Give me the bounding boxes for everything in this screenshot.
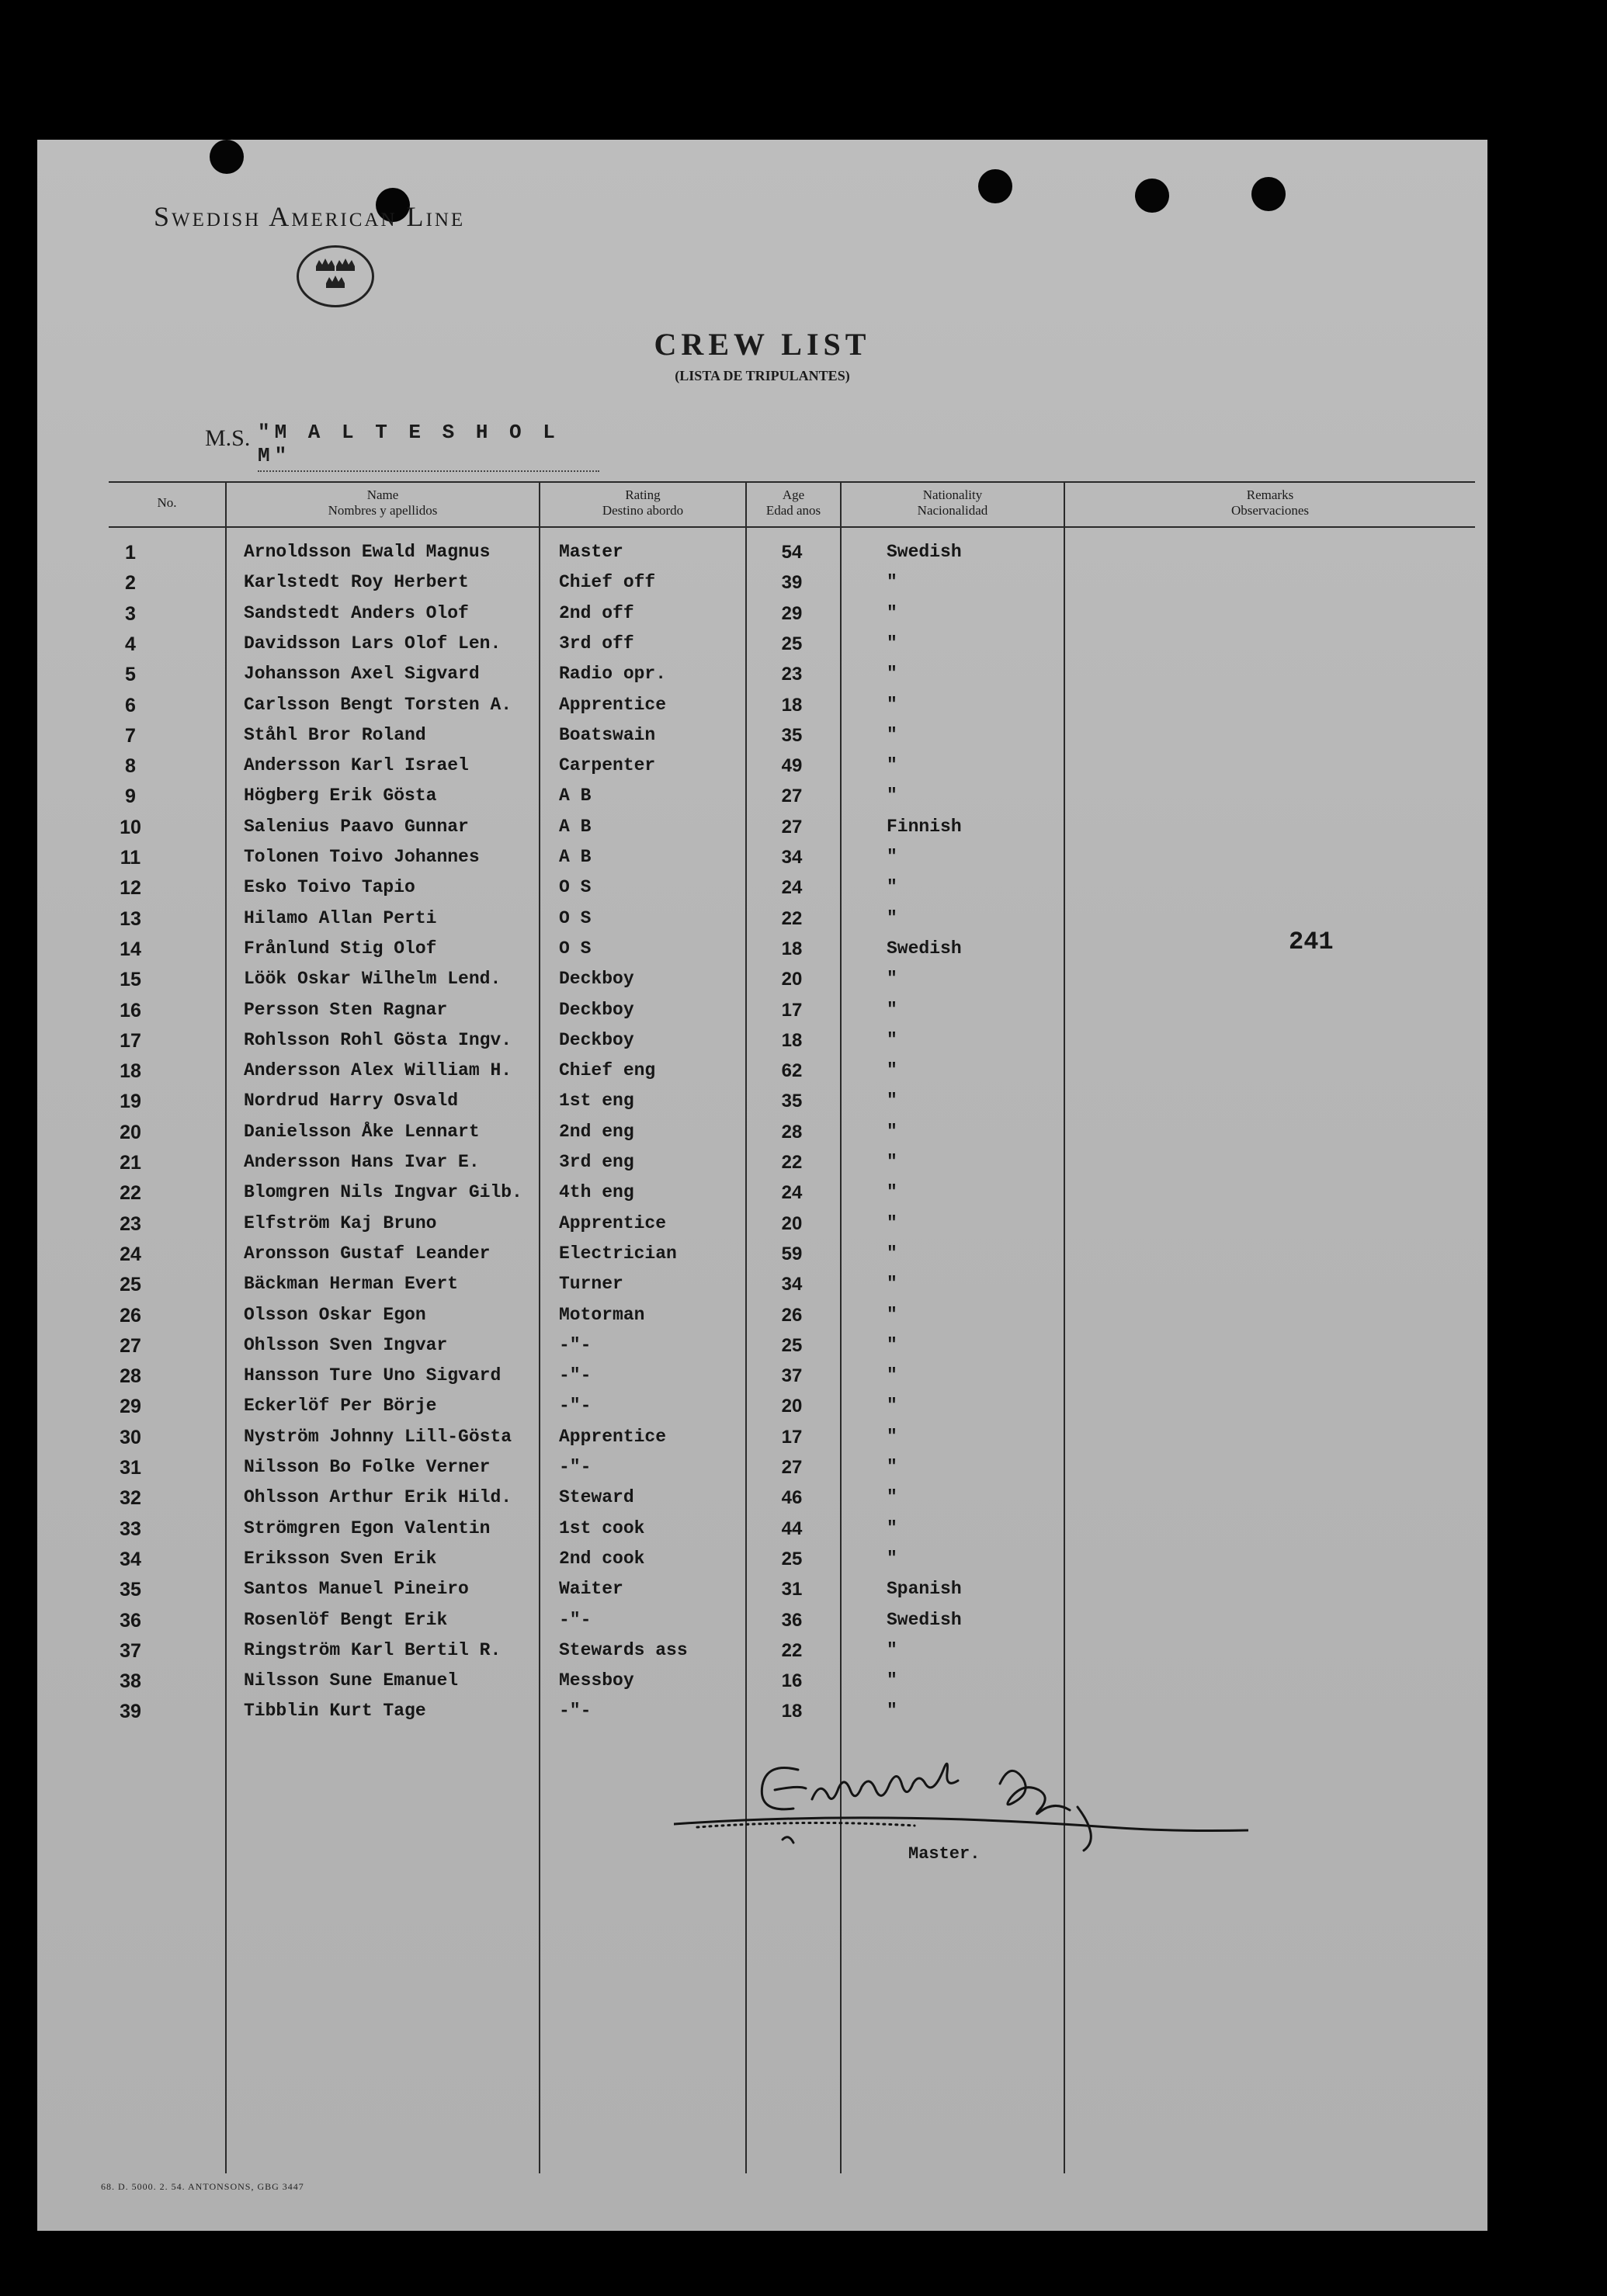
document-sheet xyxy=(37,140,1487,2231)
table-row xyxy=(37,1274,1487,1304)
crew-no: 21 xyxy=(120,1152,141,1174)
table-row xyxy=(37,695,1487,725)
crew-age: 27 xyxy=(781,816,803,838)
crew-age: 35 xyxy=(781,724,803,746)
punch-hole xyxy=(1251,177,1286,211)
document-subtitle: (LISTA DE TRIPULANTES) xyxy=(675,368,850,383)
table-row xyxy=(37,1427,1487,1457)
crew-name: Arnoldsson Ewald Magnus xyxy=(244,542,491,562)
crew-name: Davidsson Lars Olof Len. xyxy=(244,633,502,654)
table-header-rule xyxy=(109,526,1475,528)
margin-note: 241 xyxy=(1289,928,1334,956)
crew-age: 22 xyxy=(781,907,803,929)
table-row xyxy=(37,664,1487,694)
crew-name: Karlstedt Roy Herbert xyxy=(244,572,469,593)
crew-no: 25 xyxy=(120,1274,141,1296)
crew-rating: Motorman xyxy=(559,1304,645,1325)
crew-nationality: Swedish xyxy=(887,542,962,562)
crew-name: Ringström Karl Bertil R. xyxy=(244,1639,502,1660)
crew-no: 24 xyxy=(120,1243,141,1265)
crew-nationality: Swedish xyxy=(887,938,962,959)
crew-no: 20 xyxy=(120,1121,141,1143)
crew-nationality: " xyxy=(887,1396,897,1417)
crew-age: 26 xyxy=(781,1304,803,1326)
crew-nationality: " xyxy=(887,1639,897,1660)
crew-age: 18 xyxy=(781,938,803,959)
three-crowns-logo-icon xyxy=(297,245,374,307)
crew-nationality: " xyxy=(887,694,897,715)
crew-age: 20 xyxy=(781,1396,803,1417)
crew-no: 31 xyxy=(120,1457,141,1479)
ship-label: M.S. xyxy=(205,425,251,451)
crew-rating: Boatswain xyxy=(559,724,656,745)
crew-no: 30 xyxy=(120,1426,141,1448)
crew-name: Andersson Hans Ivar E. xyxy=(244,1152,480,1172)
crew-no: 17 xyxy=(120,1029,141,1052)
crew-name: Hansson Ture Uno Sigvard xyxy=(244,1365,502,1386)
crew-nationality: " xyxy=(887,633,897,654)
crew-rating: -"- xyxy=(559,1396,592,1417)
crew-nationality: " xyxy=(887,1701,897,1722)
ship-name: "M A L T E S H O L M" xyxy=(258,421,599,472)
crew-name: Aronsson Gustaf Leander xyxy=(244,1243,491,1264)
crew-name: Löök Oskar Wilhelm Lend. xyxy=(244,969,502,990)
table-row xyxy=(37,1670,1487,1701)
crew-age: 18 xyxy=(781,1701,803,1722)
crew-nationality: " xyxy=(887,907,897,928)
crew-age: 22 xyxy=(781,1152,803,1173)
table-row xyxy=(37,1091,1487,1121)
crew-rating: -"- xyxy=(559,1334,592,1355)
table-row xyxy=(37,1305,1487,1335)
table-row xyxy=(37,1060,1487,1091)
crew-age: 25 xyxy=(781,1548,803,1569)
punch-hole xyxy=(210,140,244,174)
crew-nationality: " xyxy=(887,572,897,593)
crew-rating: 2nd cook xyxy=(559,1548,645,1569)
table-row xyxy=(37,1030,1487,1060)
table-row xyxy=(37,603,1487,633)
crew-nationality: " xyxy=(887,1334,897,1355)
print-footer: 68. D. 5000. 2. 54. ANTONSONS, GBG 3447 xyxy=(101,2181,304,2192)
crew-name: Andersson Alex William H. xyxy=(244,1060,512,1081)
crew-age: 49 xyxy=(781,755,803,777)
crew-nationality: " xyxy=(887,1365,897,1386)
crew-nationality: " xyxy=(887,1670,897,1691)
crew-no: 39 xyxy=(120,1701,141,1723)
crew-name: Nyström Johnny Lill-Gösta xyxy=(244,1426,512,1447)
crew-age: 35 xyxy=(781,1091,803,1112)
crew-age: 34 xyxy=(781,847,803,868)
crew-rating: -"- xyxy=(559,1365,592,1386)
crew-age: 23 xyxy=(781,664,803,685)
crew-age: 27 xyxy=(781,1457,803,1478)
table-row xyxy=(37,847,1487,877)
crew-rating: Apprentice xyxy=(559,1212,667,1233)
crew-rating: O S xyxy=(559,907,592,928)
crew-nationality: " xyxy=(887,1243,897,1264)
table-row xyxy=(37,877,1487,907)
crew-rating: Apprentice xyxy=(559,1426,667,1447)
crew-name: Tibblin Kurt Tage xyxy=(244,1701,426,1722)
crew-rating: Deckboy xyxy=(559,1029,634,1050)
table-row xyxy=(37,1396,1487,1426)
crew-no: 37 xyxy=(120,1639,141,1662)
table-row xyxy=(37,1365,1487,1396)
table-row xyxy=(37,1213,1487,1243)
table-row xyxy=(37,1487,1487,1517)
crew-nationality: " xyxy=(887,1457,897,1477)
crew-name: Rosenlöf Bengt Erik xyxy=(244,1609,448,1630)
crew-rating: -"- xyxy=(559,1609,592,1630)
crew-rating: Chief eng xyxy=(559,1060,656,1081)
table-row xyxy=(37,725,1487,755)
crew-name: Strömgren Egon Valentin xyxy=(244,1517,491,1538)
crew-rating: 2nd eng xyxy=(559,1121,634,1142)
crew-age: 59 xyxy=(781,1243,803,1264)
header-remarks: Remarks Observaciones xyxy=(1230,487,1310,518)
crew-age: 34 xyxy=(781,1274,803,1295)
crew-nationality: " xyxy=(887,1274,897,1295)
crew-rating: 3rd eng xyxy=(559,1152,634,1172)
crew-age: 46 xyxy=(781,1487,803,1509)
crew-no: 16 xyxy=(120,999,141,1021)
crew-name: Eriksson Sven Erik xyxy=(244,1548,437,1569)
crew-age: 16 xyxy=(781,1670,803,1692)
crew-name: Salenius Paavo Gunnar xyxy=(244,816,469,837)
crew-no: 11 xyxy=(120,847,141,869)
crew-age: 25 xyxy=(781,633,803,654)
crew-age: 54 xyxy=(781,542,803,563)
crew-no: 3 xyxy=(125,602,136,625)
crew-rating: Carpenter xyxy=(559,755,656,776)
crew-rating: Apprentice xyxy=(559,694,667,715)
crew-age: 28 xyxy=(781,1121,803,1143)
crew-rating: -"- xyxy=(559,1457,592,1477)
table-row xyxy=(37,572,1487,602)
crew-name: Hilamo Allan Perti xyxy=(244,907,437,928)
crew-no: 23 xyxy=(120,1212,141,1235)
table-row xyxy=(37,1000,1487,1030)
table-row xyxy=(37,633,1487,664)
header-no: No. xyxy=(157,495,177,510)
table-row xyxy=(37,1701,1487,1731)
crew-name: Johansson Axel Sigvard xyxy=(244,664,480,685)
crew-name: Sandstedt Anders Olof xyxy=(244,602,469,623)
crew-no: 36 xyxy=(120,1609,141,1632)
crew-nationality: " xyxy=(887,1152,897,1172)
crew-age: 44 xyxy=(781,1517,803,1539)
crew-rating: Deckboy xyxy=(559,969,634,990)
header-rating: Rating Destino abordo xyxy=(602,487,684,518)
crew-name: Nilsson Bo Folke Verner xyxy=(244,1457,491,1477)
table-row xyxy=(37,542,1487,572)
crew-nationality: " xyxy=(887,1091,897,1112)
crew-nationality: " xyxy=(887,969,897,990)
punch-hole xyxy=(1135,179,1169,213)
crew-age: 36 xyxy=(781,1609,803,1631)
crew-rating: Master xyxy=(559,542,623,562)
table-row xyxy=(37,1610,1487,1640)
crew-name: Danielsson Åke Lennart xyxy=(244,1121,480,1142)
crew-rating: A B xyxy=(559,816,592,837)
crew-nationality: " xyxy=(887,1182,897,1203)
table-row xyxy=(37,1182,1487,1212)
crew-no: 13 xyxy=(120,907,141,930)
crew-no: 38 xyxy=(120,1670,141,1693)
crew-rating: Turner xyxy=(559,1274,623,1295)
crew-no: 1 xyxy=(125,542,136,564)
master-label: Master. xyxy=(908,1844,981,1864)
crew-no: 27 xyxy=(120,1334,141,1357)
crew-age: 22 xyxy=(781,1639,803,1661)
crew-nationality: " xyxy=(887,1548,897,1569)
crew-no: 32 xyxy=(120,1487,141,1510)
crew-no: 33 xyxy=(120,1517,141,1540)
crew-rating: Electrician xyxy=(559,1243,677,1264)
crew-nationality: " xyxy=(887,664,897,685)
table-row xyxy=(37,755,1487,786)
crew-nationality: " xyxy=(887,847,897,867)
table-row xyxy=(37,1549,1487,1579)
crew-name: Rohlsson Rohl Gösta Ingv. xyxy=(244,1029,512,1050)
crew-nationality: " xyxy=(887,1304,897,1325)
crew-no: 9 xyxy=(125,786,136,808)
crew-nationality: " xyxy=(887,1487,897,1508)
crew-name: Santos Manuel Pineiro xyxy=(244,1579,469,1600)
table-row xyxy=(37,1579,1487,1609)
crew-no: 7 xyxy=(125,724,136,747)
crew-rating: 3rd off xyxy=(559,633,634,654)
crew-nationality: " xyxy=(887,1029,897,1050)
crew-name: Persson Sten Ragnar xyxy=(244,999,448,1020)
table-row xyxy=(37,969,1487,999)
crew-nationality: Finnish xyxy=(887,816,962,837)
crew-no: 4 xyxy=(125,633,136,655)
crew-rating: A B xyxy=(559,847,592,867)
crew-nationality: " xyxy=(887,602,897,623)
crew-nationality: " xyxy=(887,999,897,1020)
crew-name: Olsson Oskar Egon xyxy=(244,1304,426,1325)
crew-no: 34 xyxy=(120,1548,141,1570)
crew-name: Andersson Karl Israel xyxy=(244,755,469,776)
crew-nationality: " xyxy=(887,1121,897,1142)
table-row xyxy=(37,1152,1487,1182)
table-row xyxy=(37,938,1487,969)
crew-no: 28 xyxy=(120,1365,141,1388)
crew-age: 17 xyxy=(781,999,803,1021)
document-title: CREW LIST xyxy=(654,327,871,362)
crew-name: Carlsson Bengt Torsten A. xyxy=(244,694,512,715)
crew-age: 18 xyxy=(781,694,803,716)
crew-age: 25 xyxy=(781,1334,803,1356)
table-row xyxy=(37,817,1487,847)
crew-rating: Radio opr. xyxy=(559,664,667,685)
crew-nationality: " xyxy=(887,1212,897,1233)
crew-no: 14 xyxy=(120,938,141,960)
crew-name: Eckerlöf Per Börje xyxy=(244,1396,437,1417)
crew-rating: A B xyxy=(559,786,592,806)
header-age: Age Edad anos xyxy=(765,487,821,518)
table-row xyxy=(37,1640,1487,1670)
crew-nationality: " xyxy=(887,724,897,745)
crew-age: 29 xyxy=(781,602,803,624)
crew-rating: Waiter xyxy=(559,1579,623,1600)
crew-rating: Stewards ass xyxy=(559,1639,688,1660)
table-row xyxy=(37,1335,1487,1365)
crew-name: Esko Toivo Tapio xyxy=(244,877,415,898)
crew-no: 18 xyxy=(120,1060,141,1083)
crew-age: 62 xyxy=(781,1060,803,1082)
crew-nationality: Swedish xyxy=(887,1609,962,1630)
crew-age: 18 xyxy=(781,1029,803,1051)
crew-rating: 1st eng xyxy=(559,1091,634,1112)
company-name: Swedish American Line xyxy=(154,201,466,232)
crew-name: Högberg Erik Gösta xyxy=(244,786,437,806)
crew-rating: -"- xyxy=(559,1701,592,1722)
crew-no: 29 xyxy=(120,1396,141,1418)
table-row xyxy=(37,1243,1487,1274)
crew-no: 5 xyxy=(125,664,136,686)
crew-age: 20 xyxy=(781,969,803,990)
crew-no: 19 xyxy=(120,1091,141,1113)
crew-rating: 1st cook xyxy=(559,1517,645,1538)
punch-hole xyxy=(978,169,1012,203)
crew-no: 22 xyxy=(120,1182,141,1205)
crew-name: Ohlsson Sven Ingvar xyxy=(244,1334,448,1355)
crew-rating: Messboy xyxy=(559,1670,634,1691)
table-row xyxy=(37,1518,1487,1549)
crew-no: 6 xyxy=(125,694,136,716)
crew-age: 20 xyxy=(781,1212,803,1234)
crew-nationality: " xyxy=(887,755,897,776)
crew-no: 8 xyxy=(125,755,136,778)
crew-name: Nilsson Sune Emanuel xyxy=(244,1670,459,1691)
crew-name: Ohlsson Arthur Erik Hild. xyxy=(244,1487,512,1508)
crew-nationality: " xyxy=(887,877,897,898)
crew-name: Frånlund Stig Olof xyxy=(244,938,437,959)
table-row xyxy=(37,1122,1487,1152)
crew-nationality: " xyxy=(887,1517,897,1538)
crew-no: 12 xyxy=(120,877,141,900)
crew-no: 10 xyxy=(120,816,141,838)
crew-no: 35 xyxy=(120,1579,141,1601)
table-top-rule xyxy=(109,481,1475,483)
header-nationality: Nationality Nacionalidad xyxy=(917,487,988,518)
crew-age: 37 xyxy=(781,1365,803,1387)
crew-name: Nordrud Harry Osvald xyxy=(244,1091,459,1112)
crew-rating: Steward xyxy=(559,1487,634,1508)
crew-rating: Deckboy xyxy=(559,999,634,1020)
crew-name: Blomgren Nils Ingvar Gilb. xyxy=(244,1182,522,1203)
crew-nationality: Spanish xyxy=(887,1579,962,1600)
crew-rating: O S xyxy=(559,938,592,959)
crew-age: 31 xyxy=(781,1579,803,1601)
crew-no: 15 xyxy=(120,969,141,991)
crew-age: 17 xyxy=(781,1426,803,1448)
crew-rating: O S xyxy=(559,877,592,898)
crew-nationality: " xyxy=(887,786,897,806)
crew-nationality: " xyxy=(887,1060,897,1081)
crew-age: 39 xyxy=(781,572,803,594)
crew-rating: 4th eng xyxy=(559,1182,634,1203)
crew-no: 26 xyxy=(120,1304,141,1327)
crew-rating: 2nd off xyxy=(559,602,634,623)
crew-nationality: " xyxy=(887,1426,897,1447)
crew-age: 24 xyxy=(781,877,803,899)
table-row xyxy=(37,908,1487,938)
table-row xyxy=(37,786,1487,816)
crew-name: Bäckman Herman Evert xyxy=(244,1274,459,1295)
crew-no: 2 xyxy=(125,572,136,595)
table-row xyxy=(37,1457,1487,1487)
crew-rating: Chief off xyxy=(559,572,656,593)
crew-name: Tolonen Toivo Johannes xyxy=(244,847,480,867)
crew-name: Elfström Kaj Bruno xyxy=(244,1212,437,1233)
crew-age: 27 xyxy=(781,786,803,807)
crew-age: 24 xyxy=(781,1182,803,1204)
crew-name: Ståhl Bror Roland xyxy=(244,724,426,745)
header-name: Name Nombres y apellidos xyxy=(328,487,438,518)
